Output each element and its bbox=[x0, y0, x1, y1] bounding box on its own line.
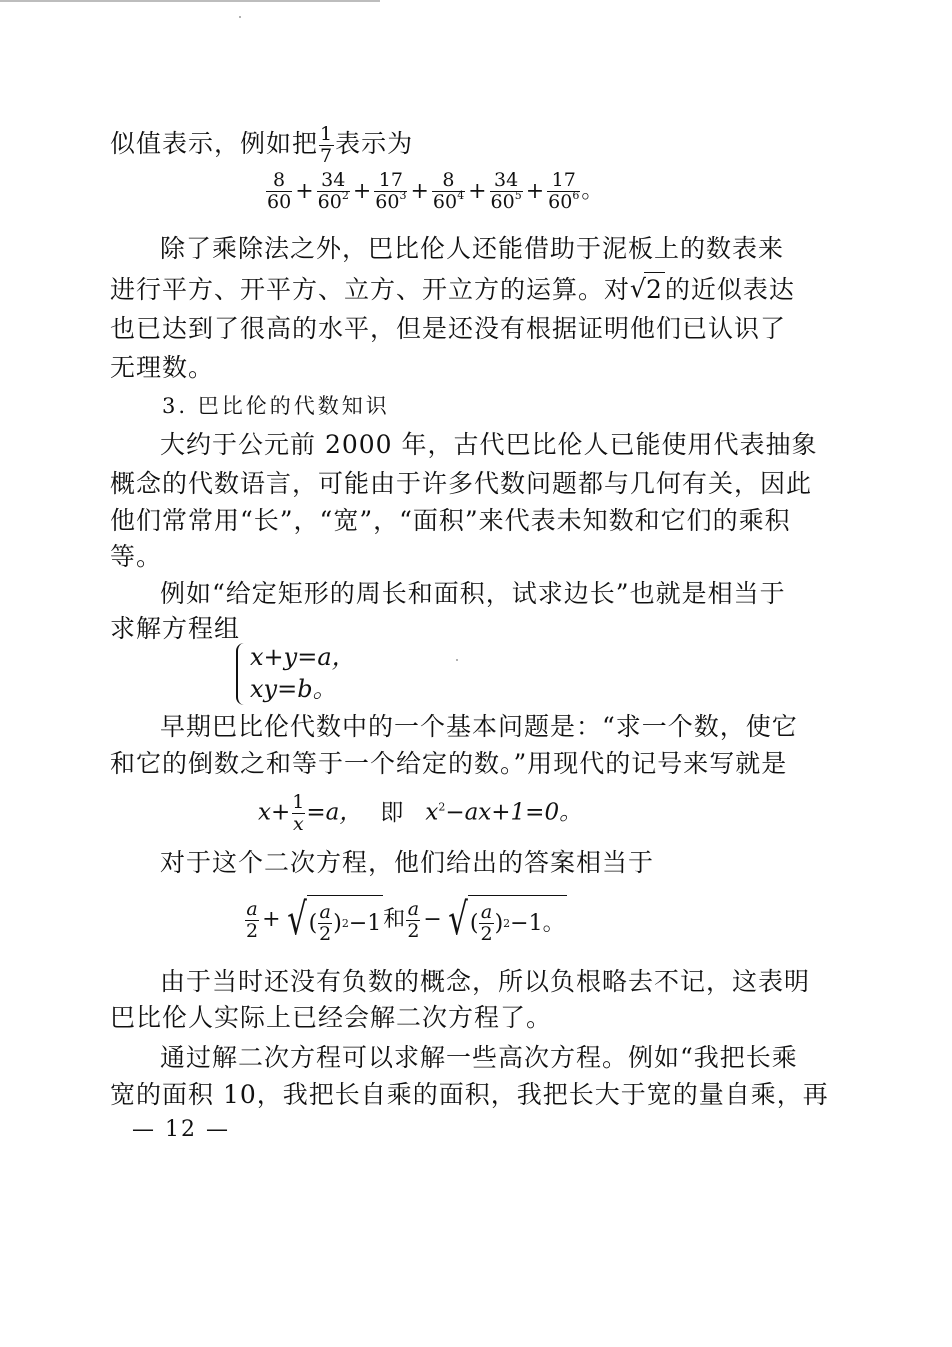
text-fragment: 似值表示，例如把 bbox=[110, 129, 319, 158]
equation-fragment: x+ bbox=[258, 799, 291, 826]
numerator: 34 bbox=[494, 169, 519, 191]
exponent: 6 bbox=[572, 189, 580, 202]
plus-sign: + bbox=[352, 178, 372, 204]
system-equation-1: x+y=a， bbox=[250, 643, 356, 671]
text-line: 概念的代数语言，可能由于许多代数问题都与几何有关，因此 bbox=[110, 469, 813, 498]
base: 60 bbox=[548, 191, 573, 213]
plus-sign: + bbox=[525, 178, 545, 204]
equation-fragment: x bbox=[425, 799, 439, 826]
denominator: 2 bbox=[480, 923, 493, 945]
denominator: 7 bbox=[320, 145, 334, 167]
quadratic-solution bbox=[244, 890, 664, 950]
a-over-2 bbox=[318, 902, 332, 945]
reciprocal-equation bbox=[258, 792, 618, 835]
numerator: 1 bbox=[292, 791, 305, 813]
full-stop: 。 bbox=[581, 178, 604, 204]
radicand: ( $\frac{a}{2}$ ) 2 −1。 bbox=[468, 895, 567, 945]
radicand: ( $\frac{a}{2}$ ) 2 −1 bbox=[307, 895, 384, 945]
base: 60 bbox=[432, 191, 458, 213]
numerator: a bbox=[480, 901, 493, 923]
exponent: 3 bbox=[399, 189, 407, 202]
sexagesimal-term bbox=[490, 170, 523, 213]
paren: ) bbox=[333, 910, 342, 936]
numerator: a bbox=[407, 897, 420, 920]
denominator: x bbox=[292, 813, 304, 835]
text-line: 早期巴比伦代数中的一个基本问题是：“求一个数，使它 bbox=[160, 712, 798, 741]
sexagesimal-equation bbox=[265, 170, 685, 213]
numerator: 17 bbox=[551, 169, 576, 191]
exponent: 2 bbox=[341, 189, 349, 202]
numerator: a bbox=[246, 897, 258, 920]
denominator bbox=[266, 191, 292, 213]
text-line: 他们常常用“长”，“宽”，“面积”来代表未知数和它们的乘积 bbox=[110, 506, 791, 535]
base: 60 bbox=[267, 191, 292, 213]
denominator: 2 bbox=[407, 919, 420, 942]
text-line bbox=[110, 124, 760, 167]
base: 60 bbox=[490, 191, 515, 213]
paren: ) bbox=[494, 910, 504, 936]
numerator: 34 bbox=[321, 169, 346, 191]
text-fragment: 进行平方、开平方、立方、开立方的运算。对 bbox=[110, 275, 631, 304]
text-line: 宽的面积 10，我把长自乘的面积，我把长大于宽的量自乘，再 bbox=[110, 1080, 829, 1109]
text-line: 等。 bbox=[110, 542, 163, 571]
text-line: 巴比伦人实际上已经会解二次方程了。 bbox=[110, 1003, 553, 1032]
a-over-2 bbox=[406, 899, 420, 942]
scan-speck bbox=[239, 16, 241, 18]
sexagesimal-term bbox=[547, 170, 580, 213]
text-line: 和它的倒数之和等于一个给定的数。”用现代的记号来写就是 bbox=[110, 749, 788, 778]
minus-sign: − bbox=[423, 907, 442, 932]
radicand: 2 bbox=[644, 272, 665, 307]
denominator: 2 bbox=[246, 919, 259, 942]
section-heading: 3. 巴比伦的代数知识 bbox=[162, 394, 390, 418]
denominator: 2 bbox=[319, 923, 332, 945]
denominator bbox=[547, 191, 580, 213]
numerator: 8 bbox=[273, 169, 286, 191]
numerator: 17 bbox=[378, 169, 403, 191]
square-root bbox=[444, 895, 567, 945]
base: 60 bbox=[317, 191, 342, 213]
paren: ( bbox=[469, 910, 479, 936]
base: 60 bbox=[375, 191, 400, 213]
equation-fragment: −ax+1=0。 bbox=[445, 799, 583, 826]
text-line: 除了乘除法之外，巴比伦人还能借助于泥板上的数表来 bbox=[160, 234, 785, 263]
sexagesimal-term bbox=[432, 170, 465, 213]
text-line bbox=[110, 272, 795, 307]
fraction-one-seventh bbox=[319, 124, 334, 167]
text-line: 也已达到了很高的水平，但是还没有根据证明他们已认识了 bbox=[110, 314, 787, 343]
text-fragment: 的近似表达 bbox=[664, 275, 795, 304]
numerator: 1 bbox=[320, 123, 334, 145]
text-fragment: 表示为 bbox=[335, 129, 414, 158]
square-root bbox=[283, 895, 384, 945]
plus-sign: + bbox=[295, 178, 314, 204]
text-line: 求解方程组 bbox=[110, 614, 241, 643]
denominator bbox=[432, 191, 465, 213]
fraction-one-over-x bbox=[291, 792, 305, 835]
plus-sign: + bbox=[410, 178, 429, 204]
text-line: 大约于公元前 2000 年，古代巴比伦人已能使用代表抽象 bbox=[160, 430, 818, 459]
exponent: 5 bbox=[514, 189, 522, 202]
system-brace bbox=[236, 643, 248, 705]
plus-sign: + bbox=[468, 178, 487, 204]
exponent: 2 bbox=[438, 800, 446, 814]
text-ji: 即 bbox=[380, 799, 404, 826]
text-line: 无理数。 bbox=[110, 353, 215, 382]
denominator bbox=[490, 191, 523, 213]
sexagesimal-term bbox=[374, 170, 407, 213]
numerator: 8 bbox=[442, 169, 455, 191]
numerator: a bbox=[319, 901, 331, 923]
text-line: 由于当时还没有负数的概念，所以负根略去不记，这表明 bbox=[160, 967, 811, 996]
sexagesimal-term bbox=[317, 170, 350, 213]
equation-fragment: =a， bbox=[306, 799, 363, 826]
text-he: 和 bbox=[383, 907, 406, 932]
minus-one: −1 bbox=[348, 910, 382, 936]
system-equation-2: xy=b。 bbox=[250, 675, 337, 703]
denominator bbox=[317, 191, 350, 213]
text-line: 对于这个二次方程，他们给出的答案相当于 bbox=[160, 848, 655, 877]
sexagesimal-term bbox=[266, 170, 292, 213]
a-over-2 bbox=[245, 899, 259, 942]
plus-sign: + bbox=[262, 907, 281, 932]
page-number: — 12 — bbox=[132, 1117, 230, 1142]
radical-sign: √ bbox=[448, 894, 468, 945]
radical-sign: √ bbox=[286, 894, 307, 945]
paren: ( bbox=[308, 910, 318, 936]
exponent: 4 bbox=[457, 189, 465, 202]
radical-sign: √ bbox=[630, 274, 647, 303]
scan-edge-rule bbox=[0, 0, 380, 2]
a-over-2 bbox=[479, 902, 493, 945]
text-line: 例如“给定矩形的周长和面积，试求边长”也就是相当于 bbox=[160, 579, 786, 608]
square-root bbox=[630, 272, 665, 307]
minus-one-end: −1。 bbox=[510, 910, 565, 936]
denominator bbox=[374, 191, 407, 213]
text-line: 通过解二次方程可以求解一些高次方程。例如“我把长乘 bbox=[160, 1043, 798, 1072]
scan-speck bbox=[456, 659, 458, 661]
